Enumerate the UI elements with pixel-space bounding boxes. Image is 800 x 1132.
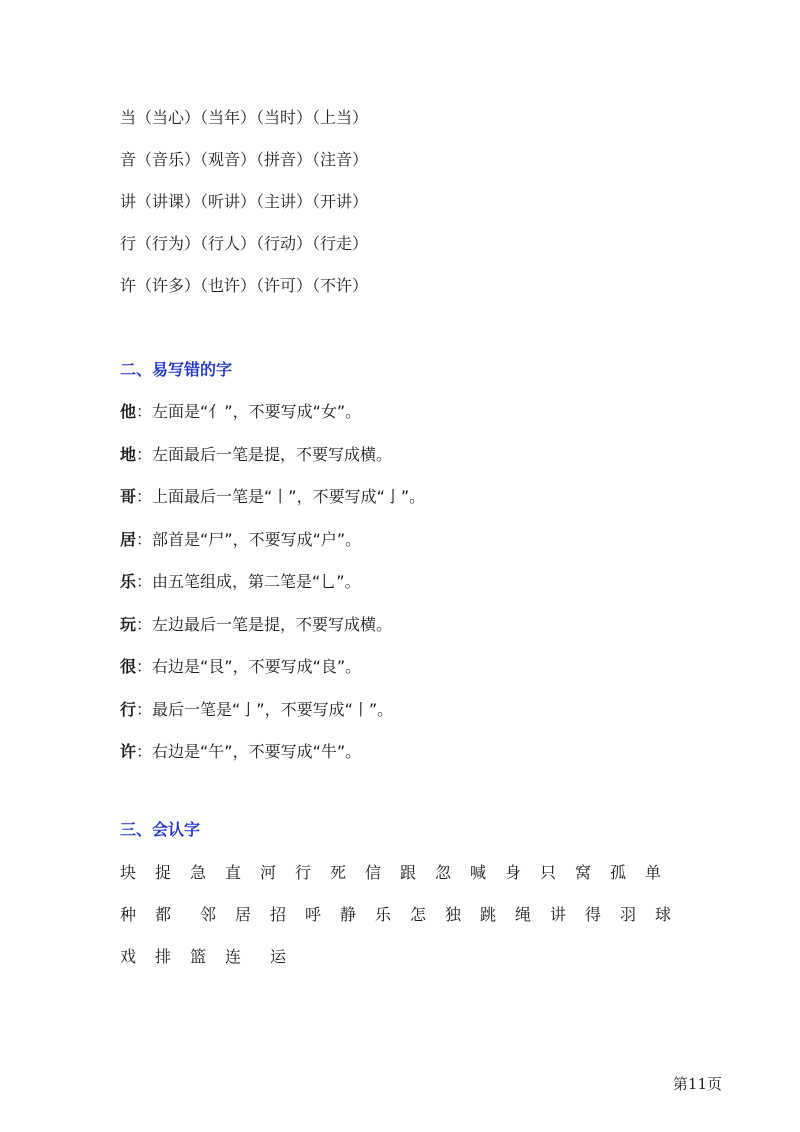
error-item — [120, 525, 425, 568]
recognize-char: 戏 — [120, 947, 137, 966]
recognize-char: 独 — [445, 905, 462, 924]
recognize-char: 孤 — [610, 863, 627, 882]
error-explanation: ：右边是“午”，不要写成“牛”。 — [136, 742, 362, 761]
word-group-line: 行（行为）（行人）（行动）（行走） — [120, 234, 369, 253]
error-explanation: ：左面最后一笔是提，不要写成横。 — [136, 444, 393, 464]
word-group-line: 讲（讲课）（听讲）（主讲）（开讲） — [120, 192, 369, 211]
error-item — [120, 397, 425, 440]
error-explanation: ：最后一笔是“亅”，不要写成“丨”。 — [136, 699, 394, 719]
word-group-line: 当（当心）（当年）（当时）（上当） — [120, 108, 369, 127]
recognize-char: 信 — [365, 863, 382, 882]
recognize-char: 羽 — [620, 905, 637, 924]
error-item — [120, 610, 425, 653]
recognize-char: 球 — [655, 905, 672, 924]
recognize-char: 绳 — [515, 905, 532, 924]
error-char: 许 — [120, 742, 137, 761]
error-char: 乐 — [120, 572, 137, 591]
recognize-char: 篮 — [190, 947, 207, 966]
recognize-char: 招 — [270, 905, 287, 924]
recognize-char: 邻 — [200, 905, 217, 924]
error-explanation: ：左边最后一笔是提，不要写成横。 — [136, 614, 393, 634]
recognize-char: 排 — [155, 947, 172, 966]
char-row — [120, 942, 690, 984]
error-char: 行 — [120, 699, 137, 719]
recognize-char: 急 — [190, 863, 207, 882]
recognize-char: 得 — [585, 905, 602, 924]
error-explanation: ：右边是“艮”，不要写成“良”。 — [136, 657, 362, 676]
recognize-char: 死 — [330, 863, 347, 882]
recognize-char: 河 — [260, 863, 277, 882]
section-title-recognize-chars: 三、会认字 — [120, 820, 201, 839]
char-row — [120, 858, 690, 900]
error-item — [120, 695, 425, 738]
error-item — [120, 737, 425, 780]
error-char: 玩 — [120, 614, 137, 634]
recognize-char: 捉 — [155, 863, 172, 882]
recognize-char: 运 — [270, 947, 287, 966]
recognize-char: 种 — [120, 905, 137, 924]
recognize-char: 跳 — [480, 905, 497, 924]
error-explanation: ：由五笔组成，第二笔是“乚”。 — [136, 572, 361, 591]
recognize-char: 忽 — [435, 863, 452, 882]
recognize-char-grid — [120, 858, 690, 984]
error-prone-list — [120, 397, 425, 780]
section-title-error-prone: 二、易写错的字 — [120, 360, 233, 379]
recognize-char: 乐 — [375, 905, 392, 924]
recognize-char: 行 — [295, 863, 312, 882]
recognize-char: 连 — [225, 947, 242, 966]
error-item — [120, 567, 425, 610]
error-item — [120, 440, 425, 483]
word-group-line: 许（许多）（也许）（许可）（不许） — [120, 276, 369, 295]
page-number: 第11页 — [672, 1075, 722, 1093]
word-group-list — [120, 103, 368, 313]
error-item — [120, 652, 425, 695]
recognize-char: 讲 — [550, 905, 567, 924]
error-char: 哥 — [120, 487, 137, 506]
error-explanation: ：部首是“尸”，不要写成“户”。 — [136, 529, 362, 549]
recognize-char: 都 — [155, 905, 172, 924]
recognize-char: 喊 — [470, 863, 487, 882]
recognize-char: 单 — [645, 863, 662, 882]
recognize-char: 静 — [340, 905, 357, 924]
error-char: 他 — [120, 402, 137, 421]
word-group-line: 音（音乐）（观音）（拼音）（注音） — [120, 150, 369, 169]
recognize-char: 窝 — [575, 863, 592, 882]
error-char: 地 — [120, 444, 137, 464]
error-char: 居 — [120, 529, 137, 549]
error-explanation: ：上面最后一笔是“丨”，不要写成“亅”。 — [136, 487, 426, 506]
recognize-char: 只 — [540, 863, 557, 882]
error-explanation: ：左面是“亻”，不要写成“女”。 — [136, 402, 362, 421]
recognize-char: 呼 — [305, 905, 322, 924]
recognize-char: 居 — [235, 905, 252, 924]
recognize-char: 块 — [120, 863, 137, 882]
recognize-char: 直 — [225, 863, 242, 882]
recognize-char: 怎 — [410, 905, 427, 924]
char-row — [120, 900, 690, 942]
error-char: 很 — [120, 657, 137, 676]
recognize-char: 身 — [505, 863, 522, 882]
recognize-char: 跟 — [400, 863, 417, 882]
error-item — [120, 482, 425, 525]
